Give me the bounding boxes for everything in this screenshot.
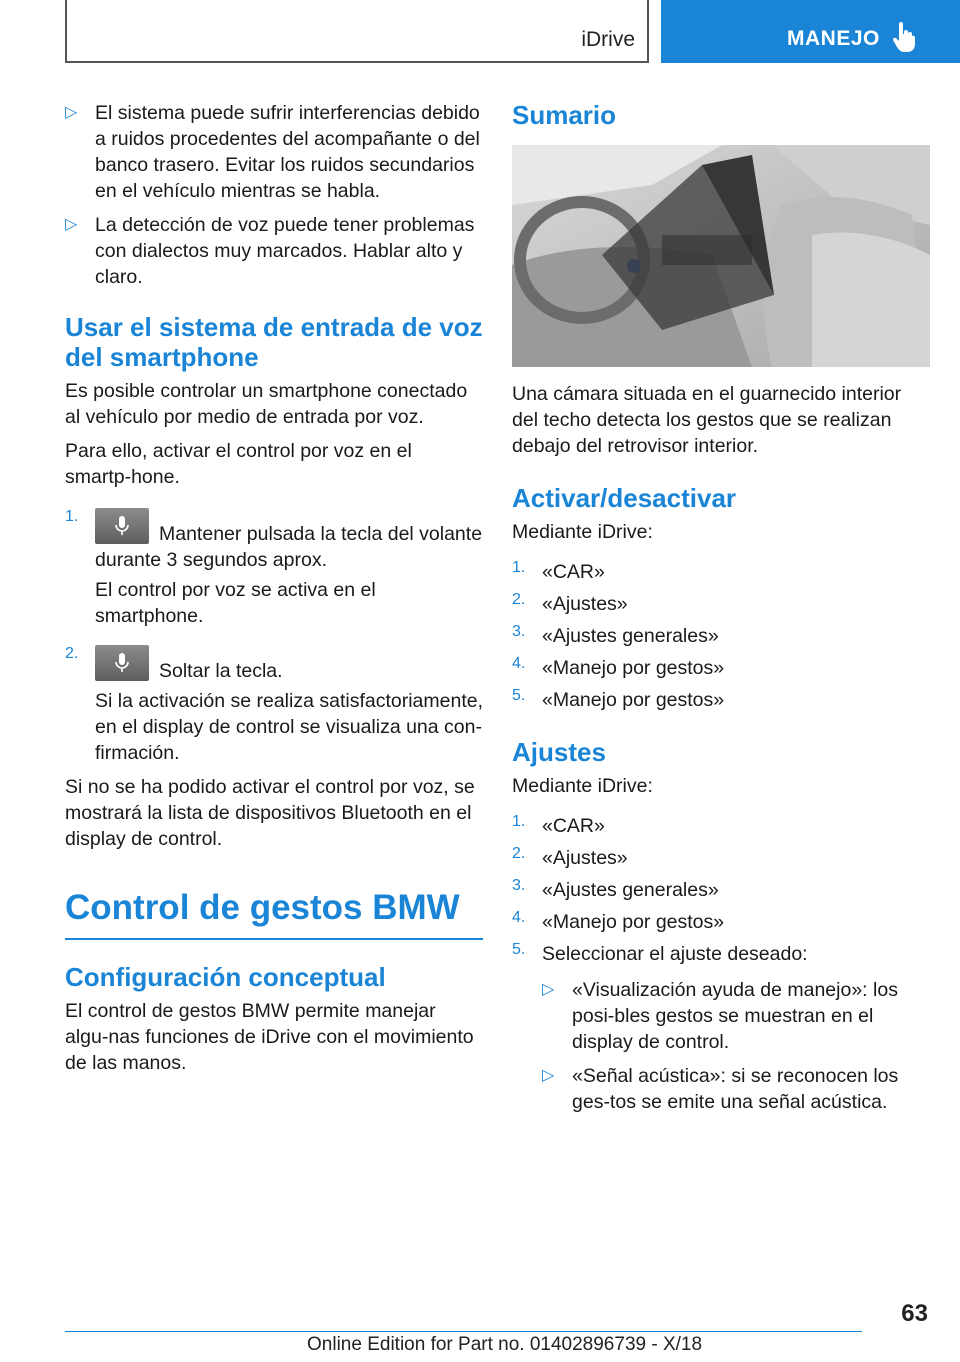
- step-text: «CAR»: [542, 815, 605, 837]
- chapter-main-title: Control de gestos BMW: [65, 888, 460, 927]
- step-text: Seleccionar el ajuste deseado:: [542, 943, 808, 965]
- step-text: «Ajustes»: [542, 593, 628, 615]
- page-number: 63: [901, 1300, 928, 1327]
- microphone-button-icon: [95, 508, 149, 544]
- step-number: 3.: [512, 877, 526, 894]
- step-item: [512, 813, 930, 839]
- fail-paragraph: Si no se ha podido activar el control por voz, se mostrará la lista de dispositivos Bluetooth en el display de control.: [65, 776, 475, 850]
- header-section-tab: [661, 0, 960, 63]
- step-text: «Manejo por gestos»: [542, 689, 725, 711]
- step-number: 2.: [512, 845, 526, 862]
- bullet-text: «Señal acústica»: si se reconocen los ges‐tos se emite una señal acústica.: [572, 1065, 899, 1113]
- step-number: 1.: [512, 813, 526, 830]
- triangle-bullet-icon: ▷: [65, 104, 78, 121]
- activate-heading: Activar/desactivar: [512, 483, 737, 513]
- list-item: [65, 100, 483, 204]
- step-item: [512, 591, 930, 617]
- step-item: [512, 687, 930, 713]
- right-column: [512, 100, 930, 1115]
- step-number: 1.: [65, 508, 79, 525]
- step-text: «Manejo por gestos»: [542, 657, 725, 679]
- step-item: [512, 877, 930, 903]
- activate-intro: Mediante iDrive:: [512, 521, 653, 543]
- step-item: [65, 645, 483, 684]
- step-text: Soltar la tecla.: [159, 660, 283, 682]
- list-item: [512, 977, 930, 1055]
- step-text: «Ajustes»: [542, 847, 628, 869]
- triangle-bullet-icon: ▷: [65, 216, 78, 233]
- step-number: 3.: [512, 623, 526, 640]
- smartphone-paragraph-2: Para ello, activar el control por voz en el smartp‐hone.: [65, 440, 412, 488]
- step-item: [512, 623, 930, 649]
- concept-heading: Configuración conceptual: [65, 962, 386, 992]
- step-item: [512, 909, 930, 935]
- step-number: 2.: [65, 645, 79, 662]
- step-item: [65, 508, 483, 573]
- step-text: «Ajustes generales»: [542, 625, 719, 647]
- smartphone-paragraph: Es posible controlar un smartphone conectado al vehículo por medio de entrada por voz.: [65, 380, 468, 428]
- chapter-title: iDrive: [581, 28, 635, 51]
- edition-text: Online Edition for Part no. 01402896739 - X/18: [307, 1334, 703, 1355]
- step-number: 1.: [512, 559, 526, 576]
- step-number: 5.: [512, 687, 526, 704]
- header-chapter-tab: [65, 0, 649, 63]
- step-item: [512, 941, 930, 967]
- summary-heading: Sumario: [512, 100, 617, 130]
- list-item: [512, 1063, 930, 1115]
- step-note: Si la activación se realiza satisfactoriamente, en el display de control se visualiza una con‐firmación.: [95, 690, 484, 764]
- concept-paragraph: El control de gestos BMW permite manejar algu‐nas funciones de iDrive con el movimiento de las manos.: [65, 1000, 474, 1074]
- step-number: 2.: [512, 591, 526, 608]
- section-title: MANEJO: [787, 27, 880, 50]
- microphone-button-icon: [95, 645, 149, 681]
- footer-divider: [65, 1331, 862, 1332]
- left-column: [65, 100, 483, 1076]
- step-text: «Manejo por gestos»: [542, 911, 725, 933]
- list-item: [65, 212, 483, 290]
- smartphone-heading: Usar el sistema de entrada de voz del smartphone: [65, 312, 483, 372]
- step-text: «CAR»: [542, 561, 605, 583]
- step-item: [512, 559, 930, 585]
- triangle-bullet-icon: ▷: [542, 1067, 555, 1084]
- settings-intro: Mediante iDrive:: [512, 775, 653, 797]
- title-divider: [65, 938, 483, 940]
- step-text: Mantener pulsada la tecla del volante durante 3 segundos aprox.: [95, 523, 483, 571]
- step-number: 4.: [512, 655, 526, 672]
- step-number: 5.: [512, 941, 526, 958]
- step-text: «Ajustes generales»: [542, 879, 719, 901]
- step-item: [512, 845, 930, 871]
- step-item: [512, 655, 930, 681]
- bullet-text: La detección de voz puede tener problemas con dialectos muy marcados. Hablar alto y claro.: [95, 214, 475, 288]
- triangle-bullet-icon: ▷: [542, 981, 555, 998]
- pointing-hand-icon: [893, 22, 915, 57]
- bullet-text: «Visualización ayuda de manejo»: los posi‐bles gestos se muestran en el display de control.: [572, 979, 898, 1053]
- settings-heading: Ajustes: [512, 737, 606, 767]
- step-note: El control por voz se activa en el smartphone.: [95, 579, 376, 627]
- bullet-text: El sistema puede sufrir interferencias debido a ruidos procedentes del acompañante o del banco trasero. Evitar los ruidos secundarios en el vehículo mientras se habla.: [95, 102, 480, 202]
- gesture-camera-photo: [512, 145, 930, 367]
- step-number: 4.: [512, 909, 526, 926]
- photo-caption: Una cámara situada en el guarnecido interior del techo detecta los gestos que se realizan debajo del retrovisor interior.: [512, 383, 902, 457]
